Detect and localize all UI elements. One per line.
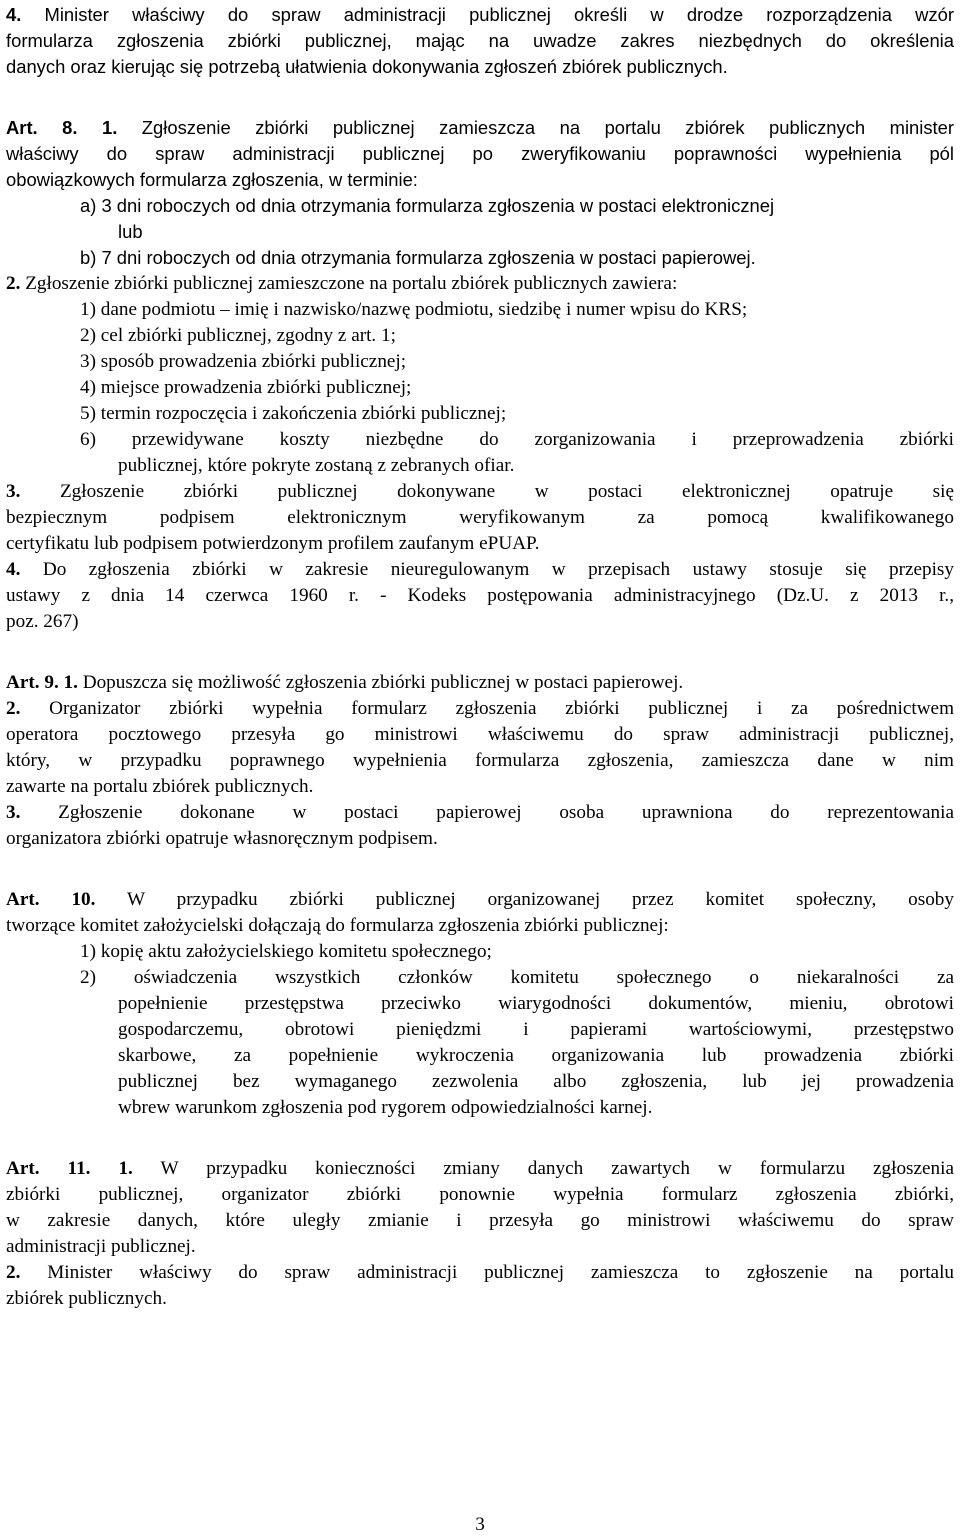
line-text: który, w przypadku poprawnego wypełnienia formularza zgłoszenia, zamieszcza dane w nim [6, 750, 954, 771]
text-line [6, 826, 954, 852]
text-line [6, 271, 954, 297]
text-line [118, 1095, 954, 1121]
text-line [6, 1234, 954, 1260]
line-text: 4) miejsce prowadzenia zbiórki publicznej; [80, 377, 412, 398]
text-line [6, 670, 954, 696]
text-line [80, 245, 954, 271]
line-text: Zgłoszenie dokonane w postaci papierowej osoba uprawniona do reprezentowania [20, 802, 954, 823]
text-line [6, 167, 954, 193]
text-line [80, 401, 954, 427]
article-number: Art. 9. 1. [6, 672, 78, 693]
article-number: 4. [6, 4, 22, 25]
line-text: popełnienie przestępstwa przeciwko wiarygodności dokumentów, mieniu, obrotowi [118, 993, 954, 1014]
text-line [6, 2, 954, 28]
line-text: zbiórki publicznej, organizator zbiórki ponownie wypełnia formularz zgłoszenia zbiórki, [6, 1184, 954, 1205]
text-line [80, 965, 954, 991]
line-text: poz. 267) [6, 611, 79, 632]
line-text: publicznej, które pokryte zostaną z zebranych ofiar. [118, 455, 515, 476]
text-line [6, 722, 954, 748]
line-text: publicznej bez wymaganego zezwolenia albo zgłoszenia, lub jej prowadzenia [118, 1071, 954, 1092]
article-number: Art. 8. 1. [6, 117, 118, 138]
text-line [80, 297, 954, 323]
line-text: certyfikatu lub podpisem potwierdzonym profilem zaufanym ePUAP. [6, 533, 540, 554]
text-line [6, 1286, 954, 1312]
text-line [6, 479, 954, 505]
line-text: 5) termin rozpoczęcia i zakończenia zbiórki publicznej; [80, 403, 507, 424]
text-line [6, 696, 954, 722]
line-text: formularza zgłoszenia zbiórki publicznej, mając na uwadze zakres niezbędnych do określenia [6, 30, 954, 51]
text-line [80, 193, 954, 219]
text-line [80, 939, 954, 965]
line-text: 6) przewidywane koszty niezbędne do zorganizowania i przeprowadzenia zbiórki [80, 429, 954, 450]
text-line [6, 913, 954, 939]
text-line [6, 115, 954, 141]
line-text: gospodarczemu, obrotowi pieniędzmi i papierami wartościowymi, przestępstwo [118, 1019, 954, 1040]
line-text: operatora pocztowego przesyła go ministrowi właściwemu do spraw administracji publicznej, [6, 724, 954, 745]
line-text: lub [118, 221, 143, 242]
line-text: b) 7 dni roboczych od dnia otrzymania formularza zgłoszenia w postaci papierowej. [80, 247, 756, 268]
line-text: obowiązkowych formularza zgłoszenia, w terminie: [6, 169, 418, 190]
line-text: wbrew warunkom zgłoszenia pod rygorem odpowiedzialności karnej. [118, 1097, 653, 1118]
text-line [80, 349, 954, 375]
text-line [6, 774, 954, 800]
text-line [80, 427, 954, 453]
text-line [118, 219, 954, 245]
line-text: zbiórek publicznych. [6, 1288, 167, 1309]
text-line [6, 505, 954, 531]
line-text: 3) sposób prowadzenia zbiórki publicznej; [80, 351, 407, 372]
text-line [6, 1260, 954, 1286]
line-text: W przypadku zbiórki publicznej organizowanej przez komitet społeczny, osoby [95, 889, 954, 910]
line-text: 1) kopię aktu założycielskiego komitetu społecznego; [80, 941, 492, 962]
text-line [80, 375, 954, 401]
line-text: a) 3 dni roboczych od dnia otrzymania formularza zgłoszenia w postaci elektronicznej [80, 195, 775, 216]
line-text: ustawy z dnia 14 czerwca 1960 r. - Kodeks postępowania administracyjnego (Dz.U. z 2013 r., [6, 585, 954, 606]
line-text: danych oraz kierując się potrzebą ułatwienia dokonywania zgłoszeń zbiórek publicznych. [6, 56, 728, 77]
text-line [6, 28, 954, 54]
line-text: skarbowe, za popełnienie wykroczenia organizowania lub prowadzenia zbiórki [118, 1045, 954, 1066]
line-text: tworzące komitet założycielski dołączają do formularza zgłoszenia zbiórki publicznej: [6, 915, 669, 936]
text-line [6, 1156, 954, 1182]
article-number: Art. 11. 1. [6, 1158, 133, 1179]
text-line [118, 991, 954, 1017]
line-text: Zgłoszenie zbiórki publicznej zamieszczone na portalu zbiórek publicznych zawiera: [20, 273, 678, 294]
article-number: 4. [6, 559, 21, 580]
line-text: Zgłoszenie zbiórki publicznej zamieszcza na portalu zbiórek publicznych minister [117, 117, 954, 138]
line-text: Dopuszcza się możliwość zgłoszenia zbiórki publicznej w postaci papierowej. [77, 672, 684, 693]
text-line [6, 609, 954, 635]
text-line [6, 557, 954, 583]
text-line [118, 1069, 954, 1095]
line-text: Minister właściwy do spraw administracji publicznej zamieszcza to zgłoszenie na portalu [20, 1262, 954, 1283]
line-text: administracji publicznej. [6, 1236, 196, 1257]
line-text: Organizator zbiórki wypełnia formularz zgłoszenia zbiórki publicznej i za pośrednictwem [20, 698, 954, 719]
line-text: Do zgłoszenia zbiórki w zakresie nieuregulowanym w przepisach ustawy stosuje się przepisy [20, 559, 954, 580]
text-line [6, 800, 954, 826]
line-text: właściwy do spraw administracji publicznej po zweryfikowaniu poprawności wypełnienia pól [6, 143, 954, 164]
line-text: organizatora zbiórki opatruje własnoręcznym podpisem. [6, 828, 438, 849]
article-number: 2. [6, 1262, 21, 1283]
line-text: w zakresie danych, które uległy zmianie i przesyła go ministrowi właściwemu do spraw [6, 1210, 954, 1231]
text-line [118, 1017, 954, 1043]
article-number: Art. 10. [6, 889, 96, 910]
text-line [118, 1043, 954, 1069]
article-number: 2. [6, 273, 21, 294]
line-text: zawarte na portalu zbiórek publicznych. [6, 776, 314, 797]
text-line [6, 887, 954, 913]
text-line [80, 323, 954, 349]
line-text: Minister właściwy do spraw administracji publicznej określi w drodze rozporządzenia wzór [21, 4, 954, 25]
line-text: bezpiecznym podpisem elektronicznym weryfikowanym za pomocą kwalifikowanego [6, 507, 954, 528]
line-text: 2) cel zbiórki publicznej, zgodny z art. 1; [80, 325, 396, 346]
line-text: 1) dane podmiotu – imię i nazwisko/nazwę podmiotu, siedzibę i numer wpisu do KRS; [80, 299, 748, 320]
text-line [6, 531, 954, 557]
article-number: 3. [6, 802, 21, 823]
text-line [6, 1208, 954, 1234]
text-line [6, 748, 954, 774]
text-line [6, 141, 954, 167]
page-number: 3 [475, 1514, 485, 1535]
text-line [118, 453, 954, 479]
text-line [6, 54, 954, 80]
line-text: Zgłoszenie zbiórki publicznej dokonywane w postaci elektronicznej opatruje się [20, 481, 954, 502]
article-number: 3. [6, 481, 21, 502]
text-line [6, 1182, 954, 1208]
line-text: W przypadku konieczności zmiany danych zawartych w formularzu zgłoszenia [132, 1158, 954, 1179]
text-line [6, 583, 954, 609]
line-text: 2) oświadczenia wszystkich członków komitetu społecznego o niekaralności za [80, 967, 954, 988]
article-number: 2. [6, 698, 21, 719]
